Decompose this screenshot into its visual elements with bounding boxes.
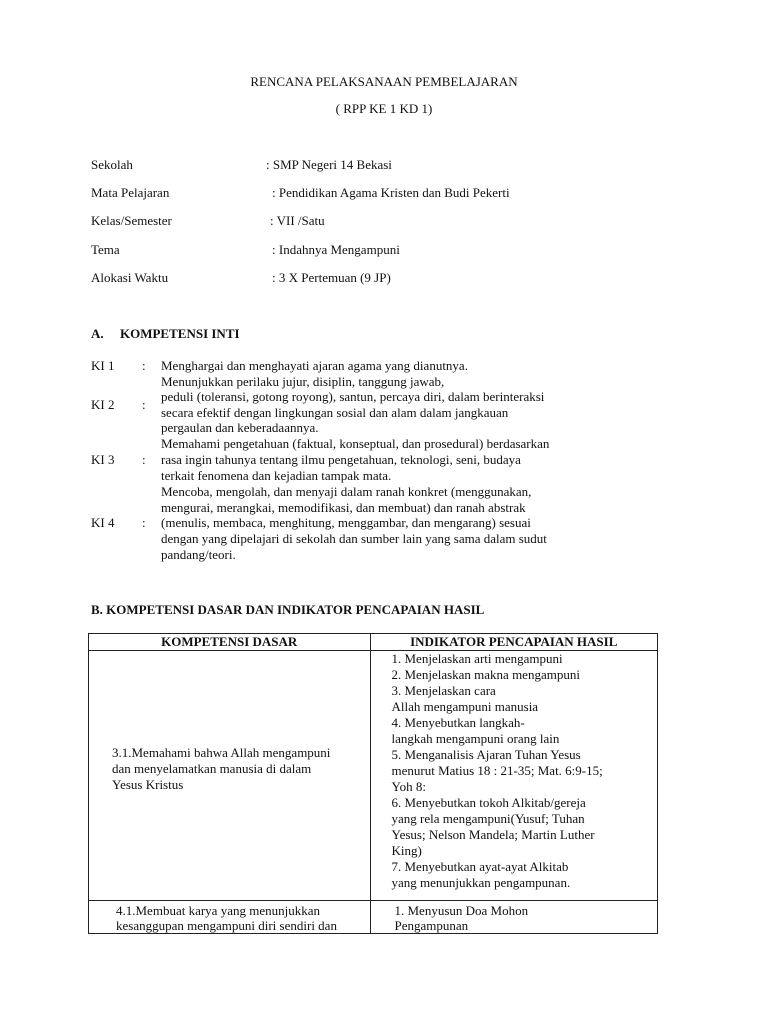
identity-label-mata-pelajaran: Mata Pelajaran [91,185,170,200]
ki-text-line: mengurai, merangkai, memodifikasi, dan membuat) dan ranah abstrak [161,500,526,515]
ki-text-line: Menghargai dan menghayati ajaran agama yang dianutnya. [161,358,468,373]
ki-1-label: KI 1 [91,358,115,373]
identity-label-kelas-semester: Kelas/Semester [91,213,172,228]
indicator-line: Yoh 8: [391,779,426,794]
ki-3-label: KI 3 [91,452,115,467]
indicator-line: 7. Menyebutkan ayat-ayat Alkitab [391,859,569,874]
identity-label-sekolah: Sekolah [91,157,133,172]
ki-text-line: peduli (toleransi, gotong royong), santun, percaya diri, dalam berinteraksi [161,389,545,404]
ki-text-line: pandang/teori. [161,547,236,562]
identity-value-kelas-semester: : VII /Satu [270,213,325,228]
indicator-line: langkah mengampuni orang lain [391,731,560,746]
ki-3-colon: : [142,452,146,467]
ki-text-line: (menulis, membaca, menghitung, menggambar, dan mengarang) sesuai [161,515,531,530]
indicator-line: 1. Menyusun Doa Mohon [394,903,529,918]
ki-text-line: Memahami pengetahuan (faktual, konseptual, dan prosedural) berdasarkan [161,436,550,451]
document-subtitle: ( RPP KE 1 KD 1) [335,101,433,116]
indicator-line: 4. Menyebutkan langkah- [391,715,525,730]
identity-label-tema: Tema [91,242,120,257]
indicator-line: 3. Menjelaskan cara [391,683,496,698]
ki-text-line: Mencoba, mengolah, dan menyaji dalam ranah konkret (menggunakan, [161,484,532,499]
identity-label-alokasi-waktu: Alokasi Waktu [91,270,169,285]
ki-2-label: KI 2 [91,397,115,412]
kd-line: 3.1.Memahami bahwa Allah mengampuni [112,745,331,760]
document-title: RENCANA PELAKSANAAN PEMBELAJARAN [250,74,518,89]
table-row [89,651,658,901]
ki-text-line: rasa ingin tahunya tentang ilmu pengetahuan, teknologi, seni, budaya [161,452,521,467]
indicator-line: yang menunjukkan pengampunan. [391,875,571,890]
indicator-cell [370,901,658,934]
section-a-number: A. [91,326,104,341]
kd-line: Yesus Kristus [112,777,184,792]
kd-line: kesanggupan mengampuni diri sendiri dan [116,918,337,933]
ki-4-label: KI 4 [91,515,115,530]
identity-value-sekolah: : SMP Negeri 14 Bekasi [266,157,392,172]
kd-line: dan menyelamatkan manusia di dalam [112,761,312,776]
ki-text-line: Menunjukkan perilaku jujur, disiplin, tanggung jawab, [161,374,445,389]
indicator-line: 1. Menjelaskan arti mengampuni [391,651,563,666]
indicator-line: Yesus; Nelson Mandela; Martin Luther [391,827,595,842]
indicator-line: Pengampunan [394,918,469,933]
kd-cell [89,651,371,901]
ki-1-colon: : [142,358,146,373]
kd-line: 4.1.Membuat karya yang menunjukkan [116,903,320,918]
identity-value-alokasi-waktu: : 3 X Pertemuan (9 JP) [272,270,391,285]
indicator-line: Allah mengampuni manusia [391,699,539,714]
col-header-indikator: INDIKATOR PENCAPAIAN HASIL [370,634,658,651]
ki-text-line: terkait fenomena dan kejadian tampak mata. [161,468,392,483]
indicator-line: menurut Matius 18 : 21-35; Mat. 6:9-15; [391,763,603,778]
indicator-line: yang rela mengampuni(Yusuf; Tuhan [391,811,585,826]
section-a-heading: KOMPETENSI INTI [120,326,240,341]
ki-2-colon: : [142,397,146,412]
indicator-line: 6. Menyebutkan tokoh Alkitab/gereja [391,795,586,810]
kd-indicator-table [88,633,658,934]
indicator-line: King) [391,843,422,858]
table-header-row [89,634,658,651]
col-header-kompetensi-dasar: KOMPETENSI DASAR [89,634,371,651]
ki-4-colon: : [142,515,146,530]
ki-text-line: dengan yang dipelajari di sekolah dan sumber lain yang sama dalam sudut [161,531,547,546]
kd-cell [89,901,371,934]
indicator-line: 5. Menganalisis Ajaran Tuhan Yesus [391,747,581,762]
table-row [89,901,658,934]
identity-value-tema: : Indahnya Mengampuni [272,242,400,257]
ki-text-line: secara efektif dengan lingkungan sosial dan alam dalam jangkauan [161,405,509,420]
identity-value-mata-pelajaran: : Pendidikan Agama Kristen dan Budi Pekerti [272,185,510,200]
indicator-cell [370,651,658,901]
section-b-heading: B. KOMPETENSI DASAR DAN INDIKATOR PENCAPAIAN HASIL [91,602,485,617]
indicator-line: 2. Menjelaskan makna mengampuni [391,667,580,682]
ki-text-line: pergaulan dan keberadaannya. [161,420,319,435]
